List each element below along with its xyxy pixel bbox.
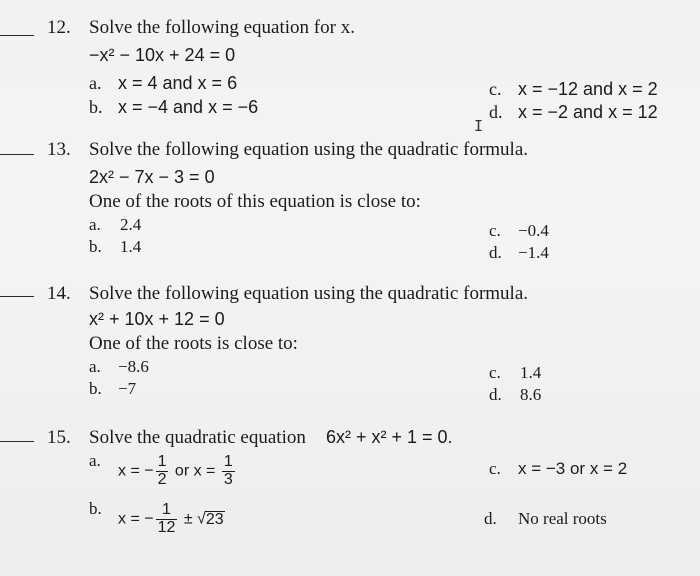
question-prompt: Solve the following equation using the quadratic formula.: [89, 283, 529, 304]
option-letter: b.: [89, 499, 102, 518]
fraction-denominator: 2: [157, 470, 167, 488]
question-number: 15.: [47, 427, 71, 448]
fraction-numerator: 1: [223, 453, 233, 470]
option-c-text: 1.4: [520, 363, 542, 382]
option-letter: d.: [489, 385, 502, 404]
option-letter: a.: [89, 357, 101, 376]
option-letter: c.: [489, 363, 501, 382]
fraction-numerator: 1: [157, 453, 167, 470]
option-b-text: −7: [118, 379, 137, 398]
fraction-numerator: 1: [156, 502, 178, 520]
plus-minus: ±: [179, 510, 198, 528]
question-equation: 2x² − 7x − 3 = 0: [89, 167, 215, 187]
option-letter: a.: [89, 451, 101, 470]
question-prompt: Solve the following equation using the quadratic formula.: [89, 139, 529, 160]
fraction: [222, 454, 235, 489]
option-c-text: x = −12 and x = 2: [518, 79, 658, 99]
option-a-text: 2.4: [120, 215, 142, 234]
question-number: 12.: [47, 17, 71, 38]
question-followup: One of the roots of this equation is close to:: [89, 191, 421, 212]
question-prompt: Solve the quadratic equation: [89, 427, 306, 448]
question-equation: 6x² + x² + 1 = 0.: [326, 427, 453, 447]
option-b-prefix: x = −: [118, 510, 154, 528]
answer-blank-15[interactable]: [0, 441, 34, 442]
answer-blank-13[interactable]: [0, 154, 34, 155]
fraction: [156, 454, 169, 489]
option-letter: c.: [489, 459, 501, 478]
radicand: 23: [205, 510, 224, 528]
fraction: [156, 502, 178, 537]
sqrt-icon: √: [197, 510, 206, 528]
question-equation: x² + 10x + 12 = 0: [89, 309, 225, 329]
option-a-expression: [118, 454, 237, 489]
option-letter: b.: [89, 97, 103, 117]
option-d-text: −1.4: [518, 243, 549, 262]
option-letter: c.: [489, 221, 501, 240]
fraction-denominator: 3: [223, 470, 233, 488]
question-prompt: Solve the following equation for x.: [89, 17, 355, 38]
question-number: 14.: [47, 283, 71, 304]
option-letter: b.: [89, 379, 102, 398]
option-letter: d.: [484, 509, 497, 528]
question-equation: −x² − 10x + 24 = 0: [89, 45, 236, 65]
option-letter: c.: [489, 79, 502, 99]
option-d-text: No real roots: [518, 509, 607, 528]
option-letter: a.: [89, 215, 101, 234]
option-letter: a.: [89, 73, 102, 93]
question-number: 13.: [47, 139, 71, 160]
option-b-text: 1.4: [120, 237, 142, 256]
fraction-denominator: 12: [157, 518, 176, 536]
option-a-middle: or x =: [170, 462, 220, 480]
option-letter: d.: [489, 243, 502, 262]
option-c-text: x = −3 or x = 2: [518, 459, 628, 478]
option-a-text: x = 4 and x = 6: [118, 73, 238, 93]
option-letter: d.: [489, 102, 503, 122]
question-followup: One of the roots is close to:: [89, 333, 298, 354]
option-b-text: x = −4 and x = −6: [118, 97, 259, 117]
option-d-text: 8.6: [520, 385, 542, 404]
text-cursor-icon: I: [474, 117, 484, 135]
answer-blank-12[interactable]: [0, 35, 34, 36]
option-d-text: x = −2 and x = 12: [518, 102, 658, 122]
option-a-text: −8.6: [118, 357, 149, 376]
option-c-text: −0.4: [518, 221, 549, 240]
option-letter: b.: [89, 237, 102, 256]
answer-blank-14[interactable]: [0, 296, 34, 297]
option-a-prefix: x = −: [118, 462, 154, 480]
option-b-expression: [118, 502, 225, 537]
